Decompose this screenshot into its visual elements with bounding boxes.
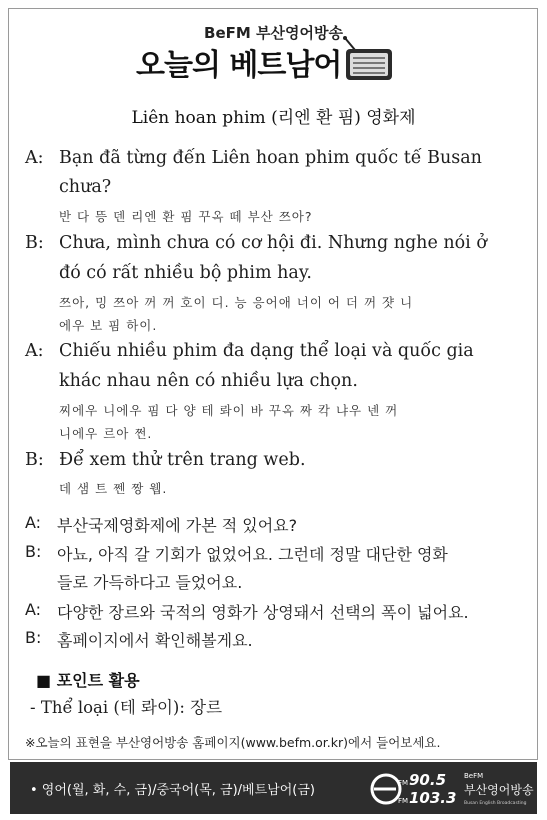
befm-logo [366,762,537,814]
svg-text:BeFM: BeFM [464,772,484,780]
svg-text:103.3: 103.3 [409,789,457,807]
pronunciation-line: 니에우 르아 쩐. [59,426,153,441]
dialogue-line-kr: 들로 가득하다고 들었어요. [57,573,243,592]
speaker-label: B: [25,233,44,253]
dialogue-line-vi: chưa? [59,177,112,197]
pronunciation-line: 쯔아, 밍 쯔아 꺼 꺼 호이 디. 능 응어애 너이 어 더 꺼 쟛 니 [59,295,414,310]
footnote: ※오늘의 표현을 부산영어방송 홈페이지(www.befm.or.kr)에서 들어보세요. [25,735,441,750]
radio-icon [343,36,395,82]
point-item: - Thể loại (테 롸이): 장르 [30,698,223,717]
svg-text:FM: FM [398,797,409,805]
svg-text:90.5: 90.5 [409,771,447,789]
dialogue-line-vi: Chưa, mình chưa có cơ hội đi. Nhưng nghe nói ở [59,233,487,253]
dialogue-line-vi: Bạn đã từng đến Liên hoan phim quốc tế Busan [59,148,482,168]
speaker-label: B: [25,542,42,561]
pronunciation-line: 찌에우 니에우 핌 다 양 테 롸이 바 꾸옥 짜 칵 냐우 넨 꺼 [59,403,399,418]
brand-top: BeFM 부산영어방송 [204,24,343,42]
pronunciation-line: 반 다 뜽 덴 리엔 환 핌 꾸옥 떼 부산 쯔아? [59,209,313,224]
dialogue-line-kr: 부산국제영화제에 가본 적 있어요? [57,516,298,535]
svg-text:부산영어방송: 부산영어방송 [464,783,534,797]
pronunciation-line: 데 샘 트 쩬 짱 웹. [59,481,168,496]
speaker-label: A: [25,600,42,619]
pronunciation-line: 에우 보 핌 하이. [59,318,158,333]
dialogue-line-kr: 아뇨, 아직 갈 기회가 없었어요. 그런데 정말 대단한 영화 [57,545,448,564]
speaker-label: A: [25,341,44,361]
svg-text:FM: FM [398,779,409,787]
speaker-label: B: [25,628,42,647]
speaker-label: A: [25,513,42,532]
svg-text:Busan English Broadcasting: Busan English Broadcasting [464,801,527,806]
dialogue-line-vi: khác nhau nên có nhiều lựa chọn. [59,371,358,391]
dialogue-line-vi: Chiếu nhiều phim đa dạng thể loại và quốc gia [59,341,474,361]
footer-bar [10,762,537,814]
dialogue-line-kr: 홈페이지에서 확인해볼게요. [57,631,253,650]
dialogue-line-kr: 다양한 장르와 국적의 영화가 상영돼서 선택의 폭이 넓어요. [57,603,469,622]
broadcast-schedule: • 영어(월, 화, 수, 금)/중국어(목, 금)/베트남어(금) [30,783,315,798]
point-heading: ■ 포인트 활용 [36,671,140,690]
dialogue-line-vi: Để xem thử trên trang web. [59,450,306,470]
dialogue-line-vi: đó có rất nhiều bộ phim hay. [59,263,312,283]
speaker-label: A: [25,148,44,168]
article-title: Liên hoan phim (리엔 환 핌) 영화제 [131,108,416,128]
speaker-label: B: [25,450,44,470]
brand-title: 오늘의 베트남어 [136,48,342,83]
